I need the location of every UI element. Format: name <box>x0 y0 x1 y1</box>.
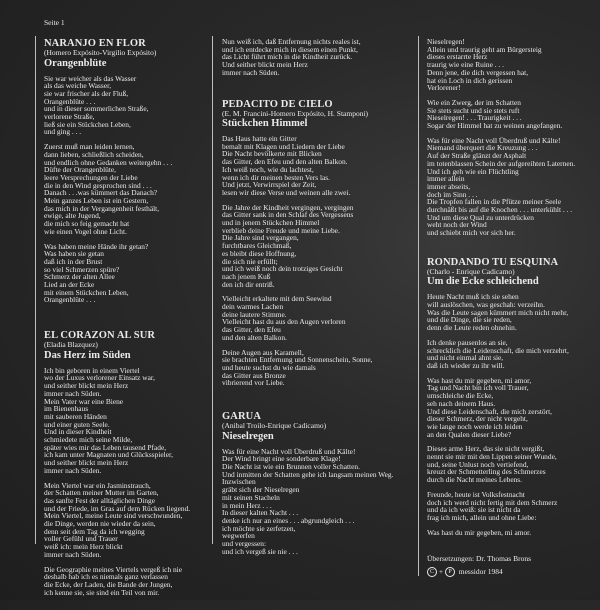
song-title: EL CORAZON AL SUR <box>44 330 156 342</box>
lyric-line: Und seither blickt mein Herz <box>222 60 308 70</box>
lyric-line: den ich dir entriß. <box>222 279 275 289</box>
plus: + <box>438 567 444 576</box>
lyric-line: immer allein <box>427 174 465 184</box>
lyric-line: es bleibt diese Hoffnung, <box>222 248 297 258</box>
lyric-line: im totenblassen Schein der aufgereihten Laternen. <box>427 158 576 168</box>
lyric-line: später wies mir das Leben tausend Pfade, <box>44 442 167 452</box>
lyric-line: Vielleicht hast du aus den Augen verloren <box>222 317 346 327</box>
lyric-line: und die Dinge, die sie reden, <box>427 315 512 325</box>
lyric-line: Denn jene, die dich vergessen hat, <box>427 67 529 77</box>
lyric-line: und ich entdecke mich in diesem einen Punkt, <box>222 44 358 54</box>
lyric-line: Was für eine Nacht voll Überdruß und Kälte! <box>427 135 561 145</box>
lyric-line: Sie war weicher als das Wasser <box>44 73 137 83</box>
lyric-line: die in den Wind gesprochen sind . . . <box>44 180 152 190</box>
stanza <box>427 137 575 237</box>
song-german-title: Das Herz im Süden <box>44 349 131 361</box>
lyric-line: das Gitter, den Efeu <box>222 325 281 335</box>
lyric-line: Was hast du mir gegeben, mi amor, <box>427 375 532 385</box>
lyric-line: will auslöschen, was geschah: verzeihn. <box>427 300 545 310</box>
lyric-line: Ich denke pausenlos an sie, <box>427 337 508 347</box>
lyric-line: Was die Leute sagen kümmert mich nicht mehr, <box>427 307 569 317</box>
stanza <box>44 566 190 597</box>
lyric-line: schmiedete mich seine Milde, <box>44 435 133 445</box>
lyric-line: Die Geographie meines Viertels vergeß ich nie <box>44 564 183 574</box>
column-rule <box>212 36 213 544</box>
lyric-line: Danach . . .was kümmert das Danach? <box>44 188 158 198</box>
column-rule <box>35 36 36 544</box>
stanza <box>44 143 190 235</box>
lyric-line: der Schatten meiner Mutter im Garten, <box>44 488 159 498</box>
lyric-line: leere Versprechungen der Liebe <box>44 172 138 182</box>
lyric-line: das Gitter, den Efeu und den alten Balkon. <box>222 157 348 167</box>
stanza <box>427 445 575 484</box>
lyric-line: Und jetzt, Verwirrspiel der Zeit, <box>222 180 317 190</box>
stanza <box>222 295 393 341</box>
lyric-line: traurig wie eine Ruine . . . <box>427 60 504 70</box>
lyric-line: dieser Schmerz, der nicht vergeht, <box>427 414 528 424</box>
lyric-line: Vielleicht erkaltete mit dem Seewind <box>222 294 332 304</box>
lyric-line: Was hast du mir gegeben, mi amor. <box>427 527 532 537</box>
lyric-line: kreuzt der Schmetterling des Schmerzes <box>427 467 546 477</box>
song-german-title: Orangenblüte <box>44 57 107 69</box>
lyric-line: denke ich nur an eines . . . abgrundgleich . . . <box>222 515 355 525</box>
lyric-line: Nieselregen! <box>427 37 465 46</box>
song-title: NARANJO EN FLOR <box>44 38 146 49</box>
translation-credit: Übersetzungen: Dr. Thomas Brons <box>427 554 532 563</box>
lyric-line: Mein Vater war eine Biene <box>44 396 124 406</box>
lyric-line: wenn ich dir meinen besten Vers las. <box>222 172 331 182</box>
song-credits: (E. M. Francini-Homero Expósito, H. Stamponi) <box>222 108 369 118</box>
lyric-line: hat ein Loch in dich gerissen <box>427 75 513 85</box>
column-3 <box>427 38 575 550</box>
song-section <box>44 38 190 304</box>
song-german-title: Stückchen Himmel <box>222 118 308 130</box>
lyric-line: Mein Viertel, meine Leute sind verschwunden, <box>44 511 183 521</box>
stanza <box>427 38 575 92</box>
lyric-line: deine lautere Stimme. <box>222 309 287 319</box>
lyric-line: immer nach Süden. <box>44 388 102 398</box>
lyric-line: weht noch der Wind <box>427 220 487 230</box>
lyric-line: das Gitter aus Bronze <box>222 370 286 380</box>
lyric-line: und in dieser sommerlichen Straße, <box>44 104 149 114</box>
lyric-line: Die Nacht bevölkerte mit Blicken <box>222 149 322 159</box>
lyric-line: gräbt sich der Nieselregen <box>222 485 300 495</box>
phonogram-icon: P <box>445 567 455 577</box>
lyric-line: Das Haus hatte ein Gitter <box>222 134 297 144</box>
lyric-line: doch im Sinn . . . <box>427 189 478 199</box>
lyric-line: Nun weiß ich, daß Entfernung nichts reales ist, <box>222 37 361 46</box>
column-rule <box>418 36 419 576</box>
lyric-line: und da ich weiß: sie ist nicht da <box>427 505 521 515</box>
lyric-line: Tag und Nacht bin ich voll Trauer, <box>427 383 529 393</box>
stanza <box>222 448 393 556</box>
lyric-line: ich möchte sie zerfetzen, <box>222 523 296 533</box>
lyric-line: mit seinen Stacheln <box>222 492 280 502</box>
song-title: PEDACITO DE CIELO <box>222 98 333 110</box>
stanza <box>222 204 393 289</box>
lyric-line: Auf der Straße glänzt der Asphalt <box>427 151 527 161</box>
lyric-line: Wie ein Zwerg, der im Schatten <box>427 97 521 107</box>
lyric-line: und der Friede, im Gras auf dem Rücken liegend. <box>44 503 191 513</box>
lyric-line: das sanfte Fest der alltäglichen Dinge <box>44 495 156 505</box>
song-credits: (Anibal Troilo-Enrique Cadicamo) <box>222 421 327 431</box>
lyric-line: Die Jahre sind vergangen, <box>222 233 299 243</box>
lyric-line: nach jenem Kuß <box>222 271 271 281</box>
lyric-line: Heute Nacht muß ich sie sehen <box>427 292 519 302</box>
song-section <box>222 411 393 555</box>
lyric-line: Orangenblüte . . . <box>44 96 96 106</box>
column-2 <box>222 38 393 569</box>
song-section <box>427 38 575 237</box>
song-section <box>427 257 575 536</box>
lyric-line: Düfte der Orangenblüte, <box>44 165 117 175</box>
lyric-line: Ich weiß noch, wie du lachtest, <box>222 164 314 174</box>
lyric-line: vibrierend vor Liebe. <box>222 378 285 388</box>
copyright-line <box>427 565 531 578</box>
lyric-line: Und diese Leidenschaft, die mich zerstört, <box>427 406 552 416</box>
song-credits: (Eladia Blazquez) <box>44 340 98 350</box>
lyric-line: frag ich mich, allein und ohne Liebe: <box>427 512 537 522</box>
lyric-line: wo der Luxus verlorener Einsatz war, <box>44 373 155 383</box>
lyric-line: Die Tropfen fallen in die Pfütze meiner Seele <box>427 197 562 207</box>
footer <box>427 552 531 578</box>
stanza <box>44 243 190 305</box>
lyric-line: und ich vergeß sie nie . . . <box>222 546 298 556</box>
lyric-line: die Ecke, der Laden, die Bande der Jungen, <box>44 579 173 589</box>
lyric-line: immer nach Süden. <box>222 67 280 77</box>
lyric-line: die Dinge, werden nie wieder da sein, <box>44 519 156 529</box>
lyric-line: Und in dieser Kindheit <box>44 427 112 437</box>
stanza <box>427 293 575 332</box>
lyric-line: dann lieben, schließlich scheiden, <box>44 149 144 159</box>
stanza <box>44 75 190 137</box>
lyric-line: seh nach deinem Haus. <box>427 398 496 408</box>
lyric-line: verlorene Straße, <box>44 112 95 122</box>
lyric-line: und nicht einmal ahnt sie, <box>427 353 504 363</box>
lyric-line: an den Qualen dieser Liebe? <box>427 429 512 439</box>
lyric-line: Dieses arme Herz, das sie nicht vergißt, <box>427 444 545 454</box>
lyric-line: und einer guten Seele. <box>44 419 110 429</box>
lyric-line: Die Jahre der Kindheit vergingen, vergingen <box>222 202 354 212</box>
lyric-line: wegwerfen <box>222 531 255 541</box>
lyric-line: Nieselregen! . . . Traurigkeit . . . <box>427 113 522 123</box>
lyric-line: weiß ich: mein Herz blickt <box>44 542 123 552</box>
lyric-line: voller Gefühl und Trauer <box>44 534 118 544</box>
lyric-line: In dieser kalten Nacht . . . <box>222 508 299 518</box>
lyric-line: Ich bin geboren in einem Viertel <box>44 365 140 375</box>
lyric-line: daß ich wieder zu ihr will. <box>427 361 505 370</box>
lyric-line: Und inmitten der Schatten gehe ich langsam meinen Weg. <box>222 469 394 479</box>
column-1 <box>44 38 190 610</box>
stanza <box>427 339 575 370</box>
lyric-line: ewige, alte Jugend, <box>44 211 101 221</box>
lyric-line: deshalb hab ich es niemals ganz verlassen <box>44 572 168 582</box>
song-credits: (Charlo - Enrique Cadicamo) <box>427 266 515 276</box>
lyric-line: furchtbares Gleichmaß, <box>222 241 292 251</box>
lyric-line: Inzwischen <box>222 477 256 487</box>
lyric-line: und ich weiß noch dein trotziges Gesicht <box>222 264 343 274</box>
stanza <box>44 367 190 475</box>
lyric-line: Verlorener! <box>427 83 461 93</box>
lyric-line: Schmerz der alten Allee <box>44 272 115 282</box>
lyric-line: mit einem Stückchen Leben, <box>44 287 129 297</box>
song-german-title: Nieselregen <box>222 430 274 442</box>
lyric-line: dieses erstarrte Herz <box>427 52 488 62</box>
lyric-line: die mich so feig gemacht hat <box>44 219 130 229</box>
song-credits: (Homero Expósito-Virgilio Expósito) <box>44 48 157 57</box>
lyric-line: Und um diese Qual zu unterdrücken <box>427 212 534 222</box>
lyric-line: Mein Viertel war ein Jasminstrauch, <box>44 480 151 490</box>
lyric-line: verblieb deine Freude und meine Liebe. <box>222 225 340 235</box>
lyric-line: mit sauberen Händen <box>44 411 107 421</box>
lyric-line: das Licht führt mich in die Kindheit zurück. <box>222 52 353 62</box>
lyric-line: und, seine Unlust noch vertiefend, <box>427 459 529 469</box>
lyric-line: lesen wir diese Verse und weinen alle zwei. <box>222 187 351 197</box>
lyric-line: das Gitter sank in den Schlaf des Vergessens <box>222 210 354 220</box>
lyric-line: bemalt mit Klagen und Liedern der Liebe <box>222 141 345 151</box>
lyric-line: durch die Nacht meines Lebens. <box>427 475 523 485</box>
stanza <box>427 99 575 130</box>
lyric-line: Zuerst muß man leiden lernen, <box>44 142 135 152</box>
lyric-line: und in jenem Stückchen Himmel <box>222 218 320 228</box>
lyric-line: denn die Leute reden ohnehin. <box>427 323 517 333</box>
lyric-line: in mein Herz . . . <box>222 500 272 510</box>
lyric-line: Was haben sie getan <box>44 249 104 259</box>
lyric-line: Freunde, heute ist Volksfestnacht <box>427 489 525 499</box>
lyric-line: Und ich geh wie ein Flüchtling <box>427 166 519 176</box>
lyric-line: immer nach Süden. <box>44 549 102 559</box>
song-section <box>222 38 393 77</box>
lyric-line: Die Nacht ist wie ein Brunnen voller Schatten. <box>222 462 360 472</box>
lyric-line: im Bienenhaus <box>44 404 89 414</box>
lyric-line: nennt sie mir mit den Lippen seiner Wunde, <box>427 452 557 462</box>
label-name: messidor 1984 <box>458 567 503 576</box>
song-german-title: Um die Ecke schleichend <box>427 276 539 288</box>
song-section <box>44 330 190 596</box>
lyric-line: und ging . . . <box>44 127 82 137</box>
song-title: GARUA <box>222 411 261 423</box>
lyric-line: wie einen Vogel ohne Licht. <box>44 226 127 236</box>
lyric-line: Sogar der Himmel hat zu weinen angefangen. <box>427 121 563 131</box>
lyric-line: dein warmes Lachen <box>222 302 284 312</box>
lyric-line: und endlich ohne Gedanken weitergehn . . . <box>44 157 173 167</box>
lyric-line: ich kam unter Magnaten und Glücksspieler, <box>44 450 174 460</box>
lyric-line: sie brachten Entfernung und Sonnenschein, Sonne, <box>222 355 373 365</box>
page-label: Seite 1 <box>44 18 65 27</box>
lyric-line: durchnäßt bis auf die Knochen . . . unterkühlt . . . <box>427 205 573 215</box>
lyric-line: Deine Augen aus Karamell, <box>222 347 304 357</box>
lyric-line: als das weiche Wasser, <box>44 81 112 91</box>
lyric-line: und vergessen: <box>222 539 266 549</box>
lyric-line: Was haben meine Hände ihr getan? <box>44 241 149 251</box>
stanza <box>222 135 393 197</box>
lyric-line: Sie stets sucht und sie stets ruft <box>427 105 520 115</box>
stanza <box>427 377 575 439</box>
stanza <box>222 349 393 388</box>
lyric-line: daß ich in der Brust <box>44 256 103 266</box>
lyric-line: und schiebt mich vor sich her. <box>427 228 516 238</box>
lyric-line: die sich nie erfüllt; <box>222 256 278 266</box>
song-section <box>222 99 393 388</box>
stanza <box>222 38 393 77</box>
stanza <box>427 491 575 522</box>
stanza <box>44 482 190 559</box>
lyric-line: denn seit dem Tag da ich wegging <box>44 526 145 536</box>
lyric-line: Was für eine Nacht voll Überdruß und Kälte! <box>222 446 356 456</box>
lyric-line: und heute suchst du wie damals <box>222 363 316 372</box>
lyric-line: ließ sie ein Stückchen Leben, <box>44 119 131 129</box>
lyric-line: und seither blickt mein Herz <box>44 458 129 468</box>
lyric-line: umschleiche die Ecke, <box>427 391 494 401</box>
lyric-line: das mich in der Vergangenheit festhält, <box>44 203 160 213</box>
lyric-line: sie war frischer als der Fluß, <box>44 88 129 98</box>
lyric-line: Mein ganzes Leben ist ein Gestern, <box>44 196 149 206</box>
lyric-line: so viel Schmerzen spüre? <box>44 264 120 274</box>
lyric-line: wie lange noch werde ich leiden <box>427 421 523 431</box>
lyric-line: Niemand überquert die Kreuzung . . . <box>427 143 538 153</box>
lyric-line: schrecklich die Leidenschaft, die mich verzehrt, <box>427 345 569 355</box>
lyric-line: doch ich werd nicht fertig mit dem Schmerz <box>427 497 558 507</box>
lyric-line: Orangenblüte . . . <box>44 295 96 305</box>
song-title: RONDANDO TU ESQUINA <box>427 256 559 268</box>
lyric-line: Der Wind bringt eine sonderbare Klage! <box>222 454 341 464</box>
stanza <box>427 529 575 537</box>
lyric-line: immer nach Süden. <box>44 465 102 475</box>
lyric-line: und seither blickt mein Herz <box>44 381 129 391</box>
lyric-line: ich kenne sie, sie sind ein Teil von mir. <box>44 587 160 597</box>
lyric-line: und den alten Balkon. <box>222 332 287 342</box>
lyric-line: Lied an der Ecke <box>44 280 95 290</box>
lyric-line: immer abseits, <box>427 181 471 191</box>
copyright-icon: C <box>427 567 437 577</box>
lyric-line: Allein und traurig geht am Bürgersteig <box>427 44 542 54</box>
